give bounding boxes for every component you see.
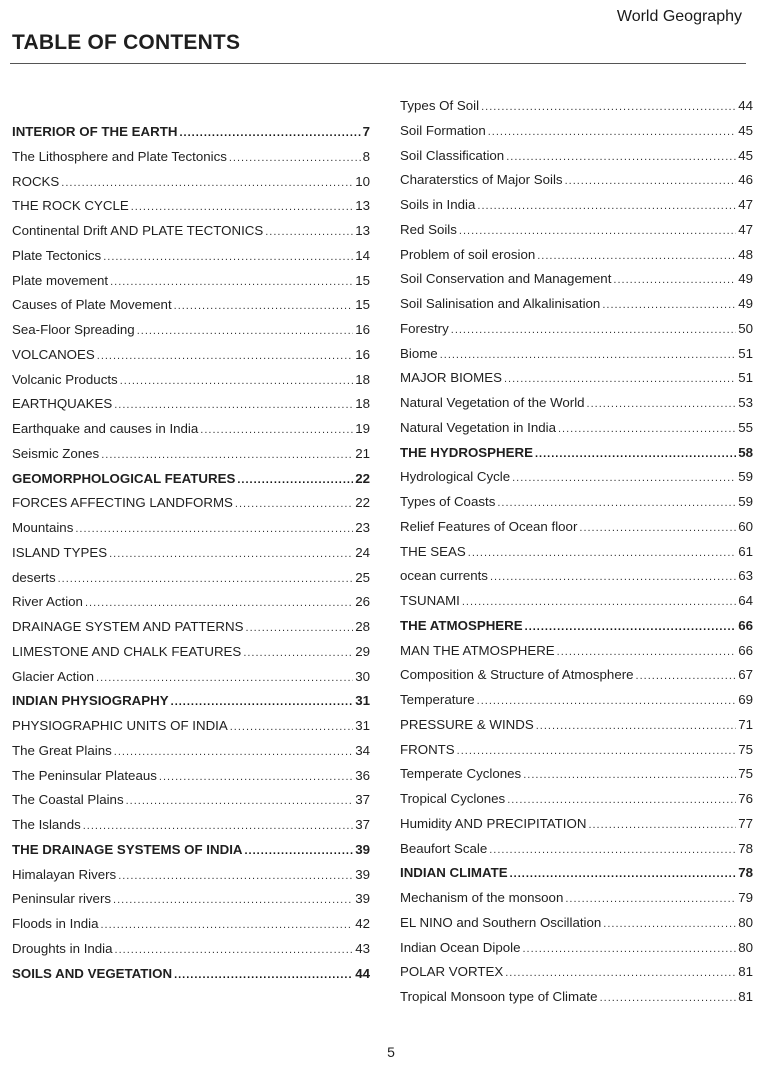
- toc-entry-page: 19: [355, 421, 370, 436]
- dot-leader: [565, 172, 737, 190]
- toc-entry-title: THE ROCK CYCLE: [12, 198, 129, 214]
- toc-entry-page: 49: [738, 296, 753, 311]
- dot-leader: [101, 446, 353, 464]
- dot-leader: [85, 594, 353, 612]
- toc-entry-title: ISLAND TYPES: [12, 544, 108, 560]
- dot-leader: [505, 964, 736, 982]
- toc-entry-page: 22: [355, 470, 370, 486]
- page-title: TABLE OF CONTENTS: [12, 31, 241, 54]
- toc-entry-title: Problem of soil erosion: [400, 246, 536, 262]
- toc-entry-title: GEOMORPHOLOGICAL FEATURES: [12, 470, 236, 486]
- toc-entry-page: 7: [362, 124, 370, 139]
- toc-entry-title: River Action: [12, 594, 83, 610]
- dot-leader: [602, 296, 736, 314]
- dot-leader: [115, 941, 354, 959]
- toc-entry: [400, 666, 753, 685]
- toc-entry-title: Soil Classification: [400, 147, 505, 163]
- toc-entry-title: Tropical Monsoon type of Climate: [400, 989, 598, 1004]
- toc-entry: [400, 320, 753, 339]
- dot-leader: [200, 421, 353, 439]
- dot-leader: [507, 791, 736, 809]
- toc-entry: [12, 197, 370, 216]
- toc-entry-title: LIMESTONE AND CHALK FEATURES: [12, 643, 242, 659]
- toc-entry: [12, 668, 370, 687]
- toc-entry-title: MAN THE ATMOSPHERE: [400, 642, 555, 658]
- toc-entry-page: 78: [738, 865, 753, 881]
- toc-entry-page: 53: [738, 395, 753, 410]
- dot-leader: [174, 966, 353, 984]
- dot-leader: [131, 198, 353, 216]
- toc-entry-title: Mountains: [12, 520, 74, 535]
- dot-leader: [481, 98, 736, 116]
- toc-entry-title: Red Soils: [400, 221, 457, 237]
- toc-entry-title: ocean currents: [400, 568, 488, 584]
- toc-entry-title: THE DRAINAGE SYSTEMS OF INDIA: [12, 841, 243, 857]
- toc-entry: [400, 468, 753, 487]
- toc-entry-title: Temperature: [400, 692, 475, 707]
- toc-entry-page: 71: [738, 716, 753, 732]
- toc-section-heading: [12, 965, 370, 984]
- toc-entry: [400, 889, 753, 908]
- dot-leader: [497, 494, 736, 512]
- toc-entry-page: 64: [738, 593, 753, 608]
- toc-entry-title: INDIAN CLIMATE: [400, 865, 508, 881]
- toc-entry-page: 26: [355, 594, 370, 610]
- toc-entry: [400, 815, 753, 834]
- dot-leader: [636, 667, 737, 685]
- dot-leader: [114, 396, 353, 414]
- toc-entry-page: 47: [738, 221, 753, 237]
- toc-entry-page: 29: [355, 643, 370, 659]
- toc-entry-page: 21: [355, 445, 370, 461]
- toc-entry: [400, 419, 753, 438]
- toc-entry: [12, 148, 370, 167]
- dot-leader: [489, 841, 736, 859]
- toc-entry-title: Charaterstics of Major Soils: [400, 172, 563, 188]
- toc-entry-page: 24: [355, 544, 370, 560]
- dot-leader: [451, 321, 736, 339]
- toc-entry: [400, 246, 753, 265]
- toc-entry-page: 76: [738, 791, 753, 806]
- toc-entry: [400, 345, 753, 364]
- toc-entry: [400, 270, 753, 289]
- toc-entry-title: The Coastal Plains: [12, 792, 124, 808]
- toc-entry-title: deserts: [12, 569, 56, 585]
- toc-entry-page: 50: [738, 320, 753, 336]
- toc-entry-page: 18: [355, 371, 370, 387]
- toc-entry: [400, 369, 753, 388]
- toc-entry-title: Mechanism of the monsoon: [400, 890, 564, 905]
- toc-entry-page: 15: [355, 297, 370, 313]
- toc-entry: [12, 767, 370, 786]
- toc-entry: [400, 147, 753, 166]
- dot-leader: [457, 742, 737, 760]
- toc-entry: [400, 196, 753, 215]
- dot-leader: [488, 123, 736, 141]
- toc-entry: [400, 592, 753, 611]
- toc-section-heading: [12, 841, 370, 860]
- toc-entry-page: 58: [738, 444, 753, 460]
- dot-leader: [118, 867, 353, 885]
- toc-entry-page: 31: [355, 693, 370, 709]
- toc-entry-title: Tropical Cyclones: [400, 791, 506, 806]
- dot-leader: [75, 520, 353, 538]
- dot-leader: [171, 693, 354, 711]
- toc-entry-title: Temperate Cyclones: [400, 766, 522, 782]
- toc-entry-page: 67: [738, 667, 753, 683]
- dot-leader: [477, 692, 737, 710]
- toc-entry-title: Earthquake and causes in India: [12, 421, 199, 436]
- toc-entry-page: 14: [355, 247, 370, 263]
- toc-entry: [400, 394, 753, 413]
- toc-entry-page: 43: [355, 940, 370, 956]
- toc-entry-page: 36: [355, 767, 370, 783]
- dot-leader: [179, 124, 360, 142]
- toc-entry: [400, 939, 753, 958]
- toc-entry-title: Himalayan Rivers: [12, 866, 117, 882]
- dot-leader: [512, 469, 736, 487]
- toc-entry-title: Hydrological Cycle: [400, 469, 511, 485]
- toc-entry-title: Glacier Action: [12, 668, 95, 684]
- toc-entry-title: THE ATMOSPHERE: [400, 617, 523, 633]
- toc-entry: [400, 122, 753, 141]
- toc-entry-page: 60: [738, 518, 753, 534]
- toc-entry-title: SOILS AND VEGETATION: [12, 965, 173, 981]
- toc-entry-page: 75: [738, 741, 753, 757]
- toc-entry-page: 55: [738, 419, 753, 435]
- toc-entry: [12, 791, 370, 810]
- toc-entry: [12, 593, 370, 612]
- toc-entry-title: Seismic Zones: [12, 445, 100, 461]
- toc-entry-page: 63: [738, 568, 753, 584]
- dot-leader: [587, 395, 737, 413]
- toc-entry-page: 39: [355, 866, 370, 882]
- toc-entry-page: 8: [362, 148, 370, 164]
- toc-entry: [12, 915, 370, 934]
- toc-entry-title: Causes of Plate Movement: [12, 297, 172, 313]
- dot-leader: [61, 174, 353, 192]
- dot-leader: [506, 148, 736, 166]
- toc-entry-page: 13: [355, 198, 370, 214]
- dot-leader: [174, 297, 354, 315]
- toc-entry-page: 45: [738, 122, 753, 138]
- toc-entry: [400, 914, 753, 933]
- dot-leader: [126, 792, 354, 810]
- toc-entry-page: 15: [355, 272, 370, 288]
- toc-entry-page: 80: [738, 914, 753, 930]
- toc-entry: [400, 567, 753, 586]
- toc-entry: [12, 940, 370, 959]
- toc-entry-page: 13: [355, 223, 370, 238]
- toc-entry-title: The Peninsular Plateaus: [12, 767, 157, 783]
- toc-entry-page: 47: [738, 197, 753, 212]
- dot-leader: [525, 618, 737, 636]
- dot-leader: [58, 570, 354, 588]
- toc-entry: [12, 173, 370, 192]
- toc-entry-title: EARTHQUAKES: [12, 396, 113, 412]
- toc-entry-title: Peninsular rivers: [12, 891, 112, 907]
- toc-section-heading: [12, 470, 370, 489]
- toc-entry-title: Soil Salinisation and Alkalinisation: [400, 296, 601, 311]
- toc-entry: [12, 247, 370, 266]
- page-number: 5: [387, 1044, 395, 1060]
- toc-entry: [12, 371, 370, 390]
- toc-entry-title: FORCES AFFECTING LANDFORMS: [12, 495, 233, 511]
- toc-entry-title: Indian Ocean Dipole: [400, 939, 521, 955]
- toc-entry-page: 16: [355, 346, 370, 362]
- toc-entry: [400, 765, 753, 784]
- dot-leader: [110, 273, 353, 291]
- toc-entry-title: Volcanic Products: [12, 371, 118, 387]
- toc-entry-title: Humidity AND PRECIPITATION: [400, 815, 587, 831]
- toc-entry-title: Types Of Soil: [400, 98, 480, 113]
- toc-entry-title: The Islands: [12, 817, 81, 832]
- toc-entry-page: 46: [738, 172, 753, 188]
- toc-entry-page: 42: [355, 916, 370, 931]
- toc-entry: [12, 222, 370, 241]
- toc-entry-title: Plate movement: [12, 272, 109, 288]
- toc-section-heading: [12, 123, 370, 142]
- toc-entry-page: 59: [738, 469, 753, 485]
- dot-leader: [579, 519, 736, 537]
- dot-leader: [137, 322, 354, 340]
- toc-entry-page: 45: [738, 147, 753, 163]
- dot-leader: [265, 223, 353, 241]
- dot-leader: [97, 347, 353, 365]
- toc-entry-page: 51: [738, 345, 753, 361]
- toc-entry-title: FRONTS: [400, 741, 455, 757]
- toc-entry-title: Sea-Floor Spreading: [12, 322, 135, 337]
- toc-entry: [12, 445, 370, 464]
- dot-leader: [229, 149, 361, 167]
- toc-entry-title: POLAR VORTEX: [400, 964, 504, 980]
- toc-entry-title: Floods in India: [12, 916, 99, 931]
- toc-entry: [400, 171, 753, 190]
- dot-leader: [523, 766, 736, 784]
- dot-leader: [613, 271, 736, 289]
- toc-entry-title: TSUNAMI: [400, 593, 460, 608]
- dot-leader: [245, 842, 354, 860]
- toc-entry-page: 81: [738, 964, 753, 980]
- toc-entry-page: 23: [355, 520, 370, 535]
- dot-leader: [490, 568, 736, 586]
- dot-leader: [109, 545, 353, 563]
- toc-entry-title: Relief Features of Ocean floor: [400, 518, 578, 534]
- toc-entry-title: Soil Conservation and Management: [400, 271, 612, 287]
- running-head: World Geography: [616, 8, 742, 25]
- toc-entry: [400, 716, 753, 735]
- toc-entry-page: 25: [355, 569, 370, 585]
- toc-entry: [400, 988, 753, 1007]
- toc-entry: [12, 296, 370, 315]
- toc-entry-page: 59: [738, 494, 753, 509]
- toc-entry-page: 75: [738, 766, 753, 782]
- dot-leader: [159, 768, 353, 786]
- toc-entry-page: 10: [355, 173, 370, 189]
- toc-entry-page: 78: [738, 840, 753, 856]
- toc-entry-page: 39: [355, 841, 370, 857]
- toc-entry-title: THE HYDROSPHERE: [400, 444, 533, 460]
- toc-entry-page: 37: [355, 817, 370, 832]
- dot-leader: [100, 916, 353, 934]
- toc-entry-page: 66: [738, 617, 753, 633]
- toc-entry: [12, 494, 370, 513]
- dot-leader: [246, 619, 354, 637]
- toc-entry-title: The Lithosphere and Plate Tectonics: [12, 148, 227, 164]
- dot-leader: [536, 717, 736, 735]
- toc-entry-page: 22: [355, 495, 370, 511]
- toc-entry: [12, 272, 370, 291]
- toc-entry: [12, 346, 370, 365]
- toc-entry-title: Natural Vegetation in India: [400, 419, 556, 435]
- toc-entry-title: Forestry: [400, 320, 449, 336]
- toc-entry: [400, 741, 753, 760]
- toc-entry: [400, 963, 753, 982]
- toc-entry-page: 44: [355, 965, 370, 981]
- toc-entry-page: 69: [738, 692, 753, 707]
- toc-entry: [12, 643, 370, 662]
- toc-entry: [12, 717, 370, 736]
- toc-entry: [12, 395, 370, 414]
- toc-entry: [400, 493, 753, 512]
- dot-leader: [523, 940, 737, 958]
- toc-entry: [12, 816, 370, 835]
- dot-leader: [235, 495, 353, 513]
- toc-entry-page: 66: [738, 642, 753, 658]
- toc-entry-page: 18: [355, 396, 370, 412]
- toc-entry-title: Natural Vegetation of the World: [400, 395, 585, 410]
- toc-entry: [400, 295, 753, 314]
- toc-entry-page: 28: [355, 619, 370, 634]
- dot-leader: [243, 644, 353, 662]
- dot-leader: [477, 197, 736, 215]
- toc-entry: [12, 618, 370, 637]
- toc-entry: [400, 221, 753, 240]
- toc-entry: [400, 840, 753, 859]
- toc-entry-title: ROCKS: [12, 173, 60, 189]
- toc-entry-page: 30: [355, 668, 370, 684]
- toc-entry: [400, 642, 753, 661]
- toc-entry-page: 61: [738, 543, 753, 559]
- toc-entry-page: 80: [738, 939, 753, 955]
- toc-entry-title: Biome: [400, 345, 438, 361]
- dot-leader: [600, 989, 737, 1007]
- toc-entry-page: 31: [355, 718, 370, 733]
- toc-entry-title: MAJOR BIOMES: [400, 370, 502, 386]
- dot-leader: [96, 669, 353, 687]
- toc-entry: [400, 518, 753, 537]
- dot-leader: [114, 743, 353, 761]
- toc-section-heading: [400, 444, 753, 463]
- toc-entry: [400, 543, 753, 562]
- toc-entry-title: VOLCANOES: [12, 346, 95, 362]
- dot-leader: [462, 593, 736, 611]
- toc-entry-page: 49: [738, 271, 753, 287]
- dot-leader: [537, 247, 736, 265]
- dot-leader: [440, 346, 737, 364]
- dot-leader: [565, 890, 736, 908]
- toc-entry: [12, 420, 370, 439]
- toc-entry-title: INDIAN PHYSIOGRAPHY: [12, 693, 169, 709]
- toc-entry-title: DRAINAGE SYSTEM AND PATTERNS: [12, 619, 244, 634]
- dot-leader: [603, 915, 736, 933]
- dot-leader: [237, 471, 353, 489]
- dot-leader: [459, 222, 736, 240]
- toc-section-heading: [400, 617, 753, 636]
- dot-leader: [230, 718, 353, 736]
- toc-entry: [400, 691, 753, 710]
- toc-entry-page: 81: [738, 989, 753, 1004]
- toc-entry: [12, 544, 370, 563]
- toc-entry-page: 39: [355, 891, 370, 907]
- dot-leader: [113, 891, 353, 909]
- toc-entry: [400, 97, 753, 116]
- toc-entry-page: 37: [355, 792, 370, 808]
- toc-entry-title: The Great Plains: [12, 742, 112, 758]
- toc-entry-title: PRESSURE & WINDS: [400, 716, 534, 732]
- toc-entry: [12, 519, 370, 538]
- toc-entry: [12, 890, 370, 909]
- toc-entry-page: 48: [738, 246, 753, 262]
- toc-entry-title: Composition & Structure of Atmosphere: [400, 667, 634, 683]
- dot-leader: [120, 372, 354, 390]
- dot-leader: [103, 248, 353, 266]
- toc-entry-page: 51: [738, 370, 753, 386]
- dot-leader: [588, 816, 736, 834]
- title-divider: [10, 63, 746, 64]
- toc-entry-page: 34: [355, 742, 370, 758]
- toc-entry-title: Continental Drift AND PLATE TECTONICS: [12, 223, 264, 238]
- toc-entry-title: Types of Coasts: [400, 494, 496, 509]
- toc-entry-page: 77: [738, 815, 753, 831]
- toc-entry-title: Droughts in India: [12, 940, 113, 956]
- toc-entry-page: 44: [738, 98, 753, 113]
- dot-leader: [557, 643, 737, 661]
- toc-entry-title: THE SEAS: [400, 543, 466, 559]
- toc-entry: [12, 866, 370, 885]
- toc-entry-title: INTERIOR OF THE EARTH: [12, 124, 178, 139]
- dot-leader: [510, 865, 737, 883]
- toc-section-heading: [12, 692, 370, 711]
- dot-leader: [535, 445, 736, 463]
- toc-entry-page: 16: [355, 322, 370, 337]
- toc-entry-title: PHYSIOGRAPHIC UNITS OF INDIA: [12, 718, 228, 733]
- dot-leader: [504, 370, 736, 388]
- toc-entry: [400, 790, 753, 809]
- toc-entry-title: EL NINO and Southern Oscillation: [400, 914, 602, 930]
- dot-leader: [558, 420, 736, 438]
- toc-section-heading: [400, 864, 753, 883]
- toc-entry: [12, 321, 370, 340]
- toc-entry: [12, 742, 370, 761]
- toc-entry-title: Soils in India: [400, 197, 476, 212]
- dot-leader: [83, 817, 353, 835]
- toc-entry-title: Soil Formation: [400, 122, 486, 138]
- toc-entry-title: Beaufort Scale: [400, 840, 488, 856]
- toc-entry-page: 79: [738, 890, 753, 905]
- toc-entry-title: Plate Tectonics: [12, 247, 102, 263]
- toc-entry: [12, 569, 370, 588]
- dot-leader: [468, 544, 736, 562]
